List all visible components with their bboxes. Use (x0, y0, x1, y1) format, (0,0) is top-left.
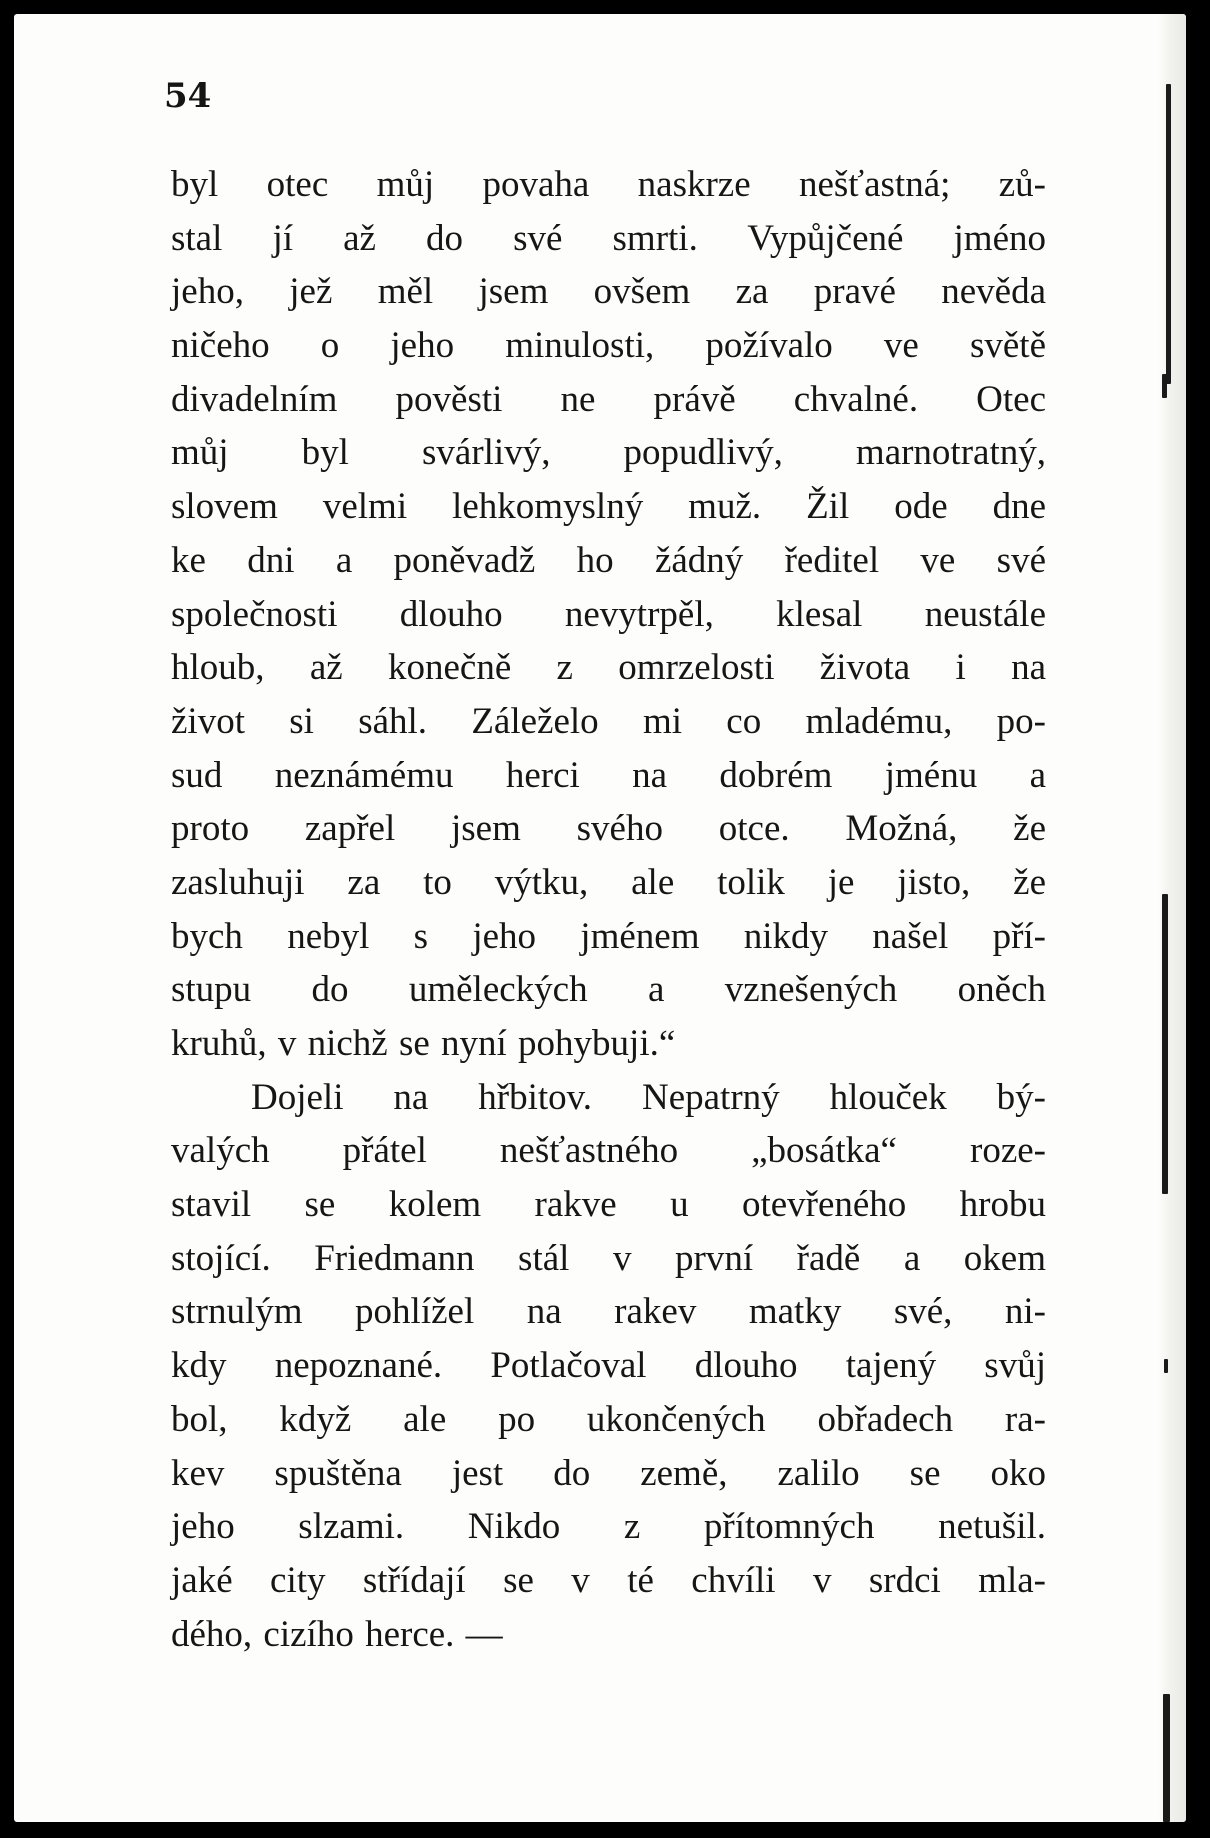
text-line: jeho, jež měl jsem ovšem za pravé nevěda (171, 271, 1046, 313)
text-line: proto zapřel jsem svého otce. Možná, že (171, 808, 1046, 850)
text-line: divadelním pověsti ne právě chvalné. Otec (171, 378, 1046, 420)
text-line: bol, když ale po ukončených obřadech ra- (171, 1398, 1046, 1440)
text-line: sud neznámému herci na dobrém jménu a (171, 754, 1046, 796)
text-line: jaké city střídají se v té chvíli v srdci mla- (171, 1559, 1046, 1601)
text-line: stojící. Friedmann stál v první řadě a okem (171, 1237, 1046, 1279)
text-line: společnosti dlouho nevytrpěl, klesal neustále (171, 593, 1046, 635)
text-line: kdy nepoznané. Potlačoval dlouho tajený svůj (171, 1345, 1046, 1387)
text-line: valých přátel nešťastného „bosátka“ roze- (171, 1130, 1046, 1172)
text-line: hloub, až konečně z omrzelosti života i na (171, 647, 1046, 689)
text-line: ke dni a poněvadž ho žádný ředitel ve své (171, 539, 1046, 581)
edge-mark (1164, 1359, 1168, 1373)
edge-mark (1162, 374, 1167, 398)
page-number: 54 (164, 76, 212, 116)
text-line: Dojeli na hřbitov. Nepatrný hlouček bý- (251, 1076, 1046, 1118)
text-line: strnulým pohlížel na rakev matky své, ni- (171, 1291, 1046, 1333)
text-line: život si sáhl. Záleželo mi co mladému, po- (171, 700, 1046, 742)
edge-mark (1162, 894, 1168, 1194)
text-line: bych nebyl s jeho jménem nikdy našel pří- (171, 915, 1046, 957)
text-line: zasluhuji za to výtku, ale tolik je jisto, že (171, 861, 1046, 903)
text-line: můj byl svárlivý, popudlivý, marnotratný, (171, 432, 1046, 474)
body-text (171, 158, 1046, 1661)
text-line: kev spuštěna jest do země, zalilo se oko (171, 1452, 1046, 1494)
text-line: byl otec můj povaha naskrze nešťastná; zů- (171, 164, 1046, 205)
text-line: ničeho o jeho minulosti, požívalo ve světě (171, 325, 1046, 367)
edge-mark (1163, 1694, 1170, 1822)
text-line: stavil se kolem rakve u otevřeného hrobu (171, 1184, 1046, 1226)
edge-mark (1166, 84, 1171, 384)
text-line: stal jí až do své smrti. Vypůjčené jméno (171, 217, 1046, 259)
text-line: dého, cizího herce. — (171, 1613, 503, 1655)
text-line: kruhů, v nichž se nyní pohybuji.“ (171, 1023, 676, 1064)
text-line: slovem velmi lehkomyslný muž. Žil ode dne (171, 486, 1046, 528)
page-edge (1158, 14, 1186, 1822)
book-page (14, 14, 1186, 1822)
text-line: stupu do uměleckých a vznešených oněch (171, 969, 1046, 1011)
text-line: jeho slzami. Nikdo z přítomných netušil. (171, 1506, 1046, 1548)
